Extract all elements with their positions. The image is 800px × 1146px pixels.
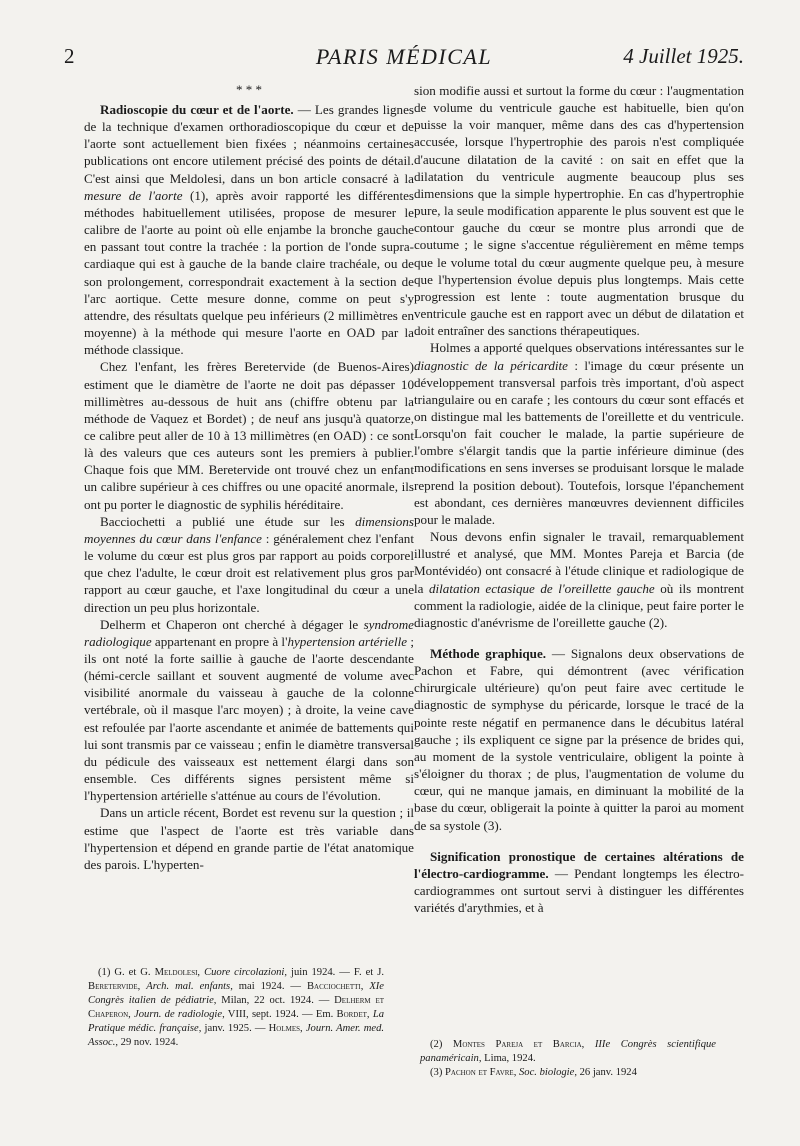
footnote-1: (1) G. et G. Meldolesi, Cuore circolazioni, juin 1924. — F. et J. Beretervide, Arch. mal. enfants, mai 1924. — Bacciochetti, XIe Congrès italien de pédiatrie, Milan, 22 oct. 1924. — Delherm et Chaperon, Journ. de radiologie, VIII, sept. 1924. — Em. Bordet, La Pratique médic. française, janv. 1925. — Holmes, Journ. Amer. med. Assoc., 29 nov. 1924. xyxy=(88,967,385,1049)
aorte-paragraph-5: Dans un article récent, Bordet est revenu sur la question ; il estime que l'aspect de l'aorte est très variable dans l'hypertension et dépend en grande partie de l'état anatomique des parois. L'hyperten- xyxy=(84,805,414,872)
methode-heading: Méthode graphique. xyxy=(430,646,547,661)
continued-paragraph: sion modifie aussi et surtout la forme du cœur : l'augmentation de volume du ventricule gauche est habituelle, bien qu'on puisse la voir manquer, même dans des cas d'hypertension accusée, lorsque l'hypertrophie des parois n'est compliquée d'aucune dilatation de la cavité : on sait en effet que la dilatation du ventricule augmente beaucoup plus ses dimensions que la simple hypertrophie. En cas d'hypertrophie pure, la seule modification apparente le plus souvent est que le contour gauche du cœur se montre plus arrondi que de coutume ; le signe s'accentue régulièrement en même temps que le volume total du cœur augmente quelque peu, à mesure que l'hypertension évolue depuis plus longtemps. Mais cette progression est lente : toute augmentation brusque du ventricule gauche est en rapport avec un début de dilatation et doit entraîner des sanctions thérapeutiques. xyxy=(414,83,744,339)
oreillette-paragraph: Nous devons enfin signaler le travail, remarquablement illustré et analysé, que MM. Montes Pareja et Barcia (de Montévidéo) ont consacré à l'étude clinique et radiologique de la dilatation ectasique de l'oreillette gauche où ils montrent comment la radiologie, aidée de la clinique, peut faire porter le diagnostic d'anévrisme de l'oreillette gauche (2). xyxy=(414,529,744,630)
left-column xyxy=(84,82,414,873)
footnote-3: (3) Pachon et Favre, Soc. biologie, 26 janv. 1924 xyxy=(430,1067,637,1079)
aorte-paragraph-2: Chez l'enfant, les frères Beretervide (de Buenos-Aires) estiment que le diamètre de l'aorte ne doit pas dépasser 10 millimètres au-dessous de huit ans (chiffre obtenu par la méthode de Vaquez et Bordet) ; de neuf ans jusqu'à quatorze, ce calibre peut aller de 10 à 13 millimètres (en OAD) : ce sont là des valeurs que ces auteurs sont les premiers à publier. Chaque fois que MM. Beretervide ont trouvé chez un enfant un calibre supérieur à ces chiffres ou une opacité anormale, ils ont pu porter le diagnostic de syphilis héréditaire. xyxy=(84,359,414,512)
methode-graphique-paragraph: Méthode graphique. — Signalons deux observations de Pachon et Fabre, qui démontrent (avec vérification chirurgicale ultérieure) qu'on peut faire avec certitude le diagnostic de symphyse du péricarde, lorsque le tracé de la pointe reste négatif en permanence dans le décubitus latéral gauche ; ils expliquent ce signe par la présence de brides qui, au moment de la systole ventriculaire, obligent la pointe à s'éloigner du thorax ; de plus, l'augmentation de volume du cœur, qui ne manque jamais, en diminuant la mobilité de la base du cœur, obligerait la pointe à quitter la paroi au moment de sa systole (3). xyxy=(414,646,745,833)
aorte-paragraph-4: Delherm et Chaperon ont cherché à dégager le syndrome radiologique appartenant en propre à l'hypertension artérielle ; ils ont noté la forte saillie à gauche de l'aorte descendante (hémi-cercle saillant et souvent augmenté de volume avec visibilité anormale du vaisseau à gauche de la colonne vertébrale, où il masque l'arc moyen) ; à droite, la veine cave est refoulée par l'aorte ascendante et animée de battements qui lui sont transmis par ce vaisseau ; enfin le diamètre transversal du pédicule des vaisseaux est nettement élargi dans son ensemble. Ces différents signes persistent même si l'hypertension artérielle s'atténue au cours de l'évolution. xyxy=(84,616,414,804)
footnotes-right xyxy=(420,1038,716,1080)
pericardite-paragraph: Holmes a apporté quelques observations intéressantes sur le diagnostic de la péricardite : l'image du cœur présente un développement transversal parfois très important, d'où aspect triangulaire ou en carafe ; les contours du cœur sont effacés et on distingue mal les battements de l'oreillette et du ventricule. Lorsqu'on fait coucher le malade, la partie supérieure de l'ombre s'élargit tandis que la partie inférieure diminue (des modifications en sens inverses se produisant lorsque le malade reprend la position debout). Toutefois, lorsque l'épanchement est abondant, ces dernières manœuvres deviennent difficiles pour le malade. xyxy=(414,340,744,527)
signification-heading: Signification pronostique de certaines altérations de l'électro-cardiogramme. xyxy=(414,848,744,881)
page-number: 2 xyxy=(64,44,75,68)
right-column xyxy=(414,82,744,916)
aorte-heading: Radioscopie du cœur et de l'aorte. xyxy=(100,102,294,117)
signification-paragraph: Signification pronostique de certaines altérations de l'électro-cardiogramme. — Pendant longtemps les électro-cardiogrammes ont surtout servi à distinguer les différentes variétés d'arythmies, et à xyxy=(414,848,744,916)
aorte-paragraph-1: Radioscopie du cœur et de l'aorte. — Les grandes lignes de la technique d'examen orthoradioscopique du cœur et de l'aorte sont actuellement bien fixées ; néanmoins certaines publications ont encore utilement précisé des points de détail. C'est ainsi que Meldolesi, dans un bon article consacré à la mesure de l'aorte (1), après avoir rapporté les différentes méthodes habituellement utilisées, propose de mesurer le calibre de l'aorte au point où elle enjambe la bronche gauche en passant tout contre la trachée : la portion de l'onde supra-cardiaque qui est à gauche de la bande claire trachéale, ou de son prolongement, correspondrait exactement à la section de l'arc aortique. Cette mesure donne, comme on peut s'y attendre, des résultats quelque peu inférieurs (2 millimètres en moyenne) à la méthode qui mesure l'aorte en OAD par la méthode classique. xyxy=(84,102,415,358)
issue-date: 4 Juillet 1925. xyxy=(623,44,744,68)
journal-title: PARIS MÉDICAL xyxy=(315,44,493,69)
section-separator-stars: * * * xyxy=(236,82,262,97)
footnote-2: (2) Montes Pareja et Barcia, IIIe Congrès scientifique panaméricain, Lima, 1924. xyxy=(420,1039,716,1065)
page-header xyxy=(64,44,744,74)
aorte-paragraph-3: Bacciochetti a publié une étude sur les dimensions moyennes du cœur dans l'enfance : généralement chez l'enfant le volume du cœur est plus gros par rapport au poids corporel que chez l'adulte, le cœur droit est relativement plus gros par rapport au cœur gauche, et l'axe longitudinal du cœur a une direction un peu plus horizontale. xyxy=(84,513,414,615)
footnotes-left xyxy=(88,966,384,1051)
